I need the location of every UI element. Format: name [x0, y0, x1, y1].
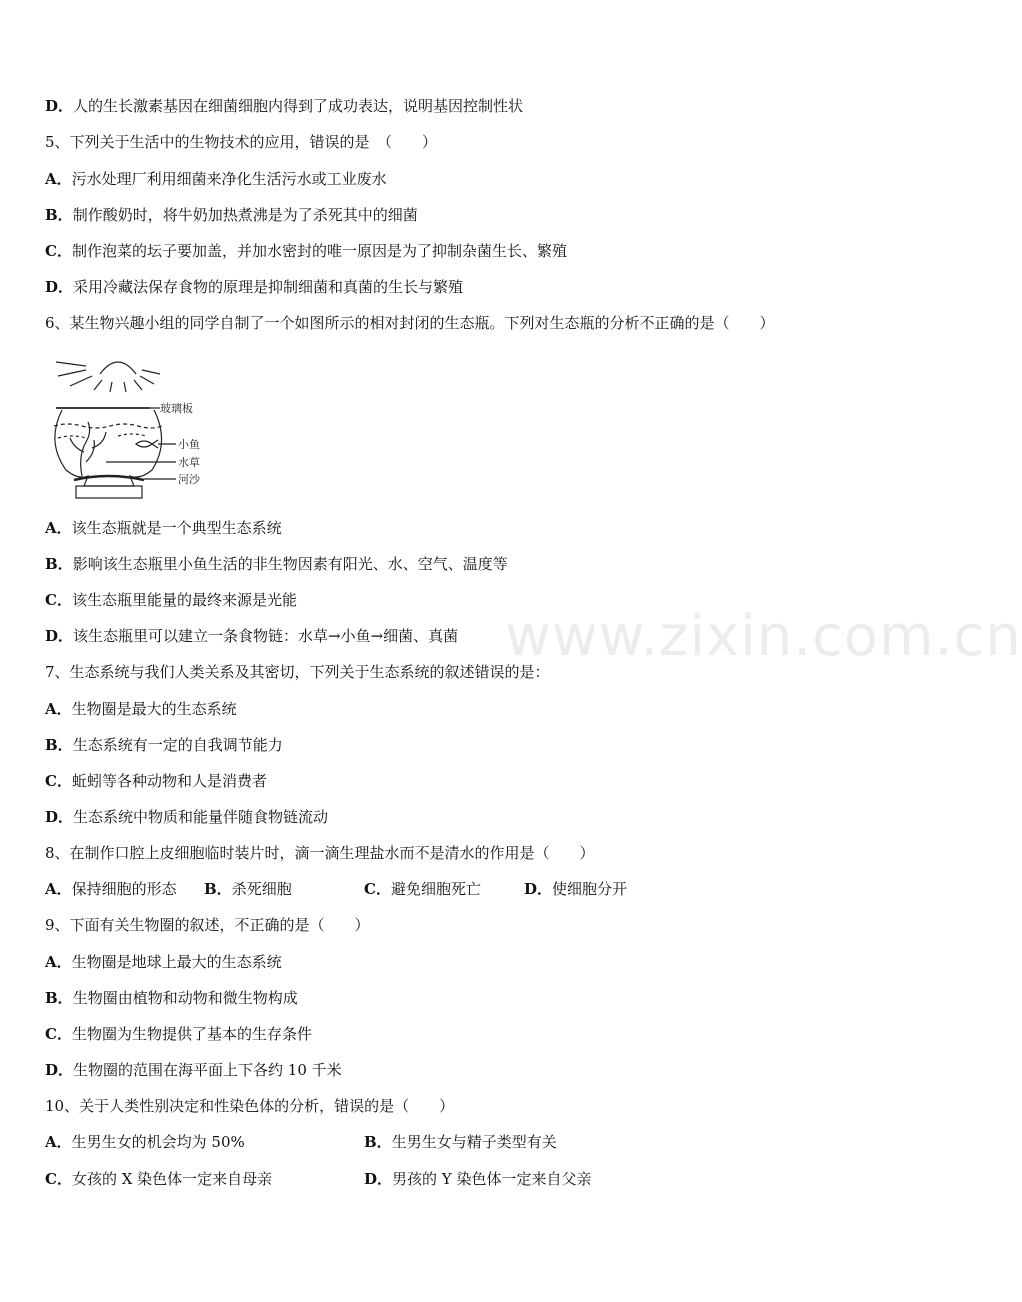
ecosystem-bottle-figure: [48, 352, 218, 504]
q5-option-c: C．制作泡菜的坛子要加盖，并加水密封的唯一原因是为了抑制杂菌生长、繁殖: [45, 242, 567, 260]
q7-option-d: D．生态系统中物质和能量伴随食物链流动: [45, 808, 329, 826]
q7-option-c: C．蚯蚓等各种动物和人是消费者: [45, 772, 267, 790]
fish-icon: [136, 441, 152, 447]
q9-option-a: A．生物圈是地球上最大的生态系统: [45, 953, 282, 971]
q5-stem: 5、下列关于生活中的生物技术的应用，错误的是 （ ）: [45, 133, 438, 151]
q6-option-d: D．该生态瓶里可以建立一条食物链：水草→小鱼→细菌、真菌: [45, 627, 459, 645]
label-fish: 小鱼: [178, 438, 200, 451]
q6-option-a: A．该生态瓶就是一个典型生态系统: [45, 519, 282, 537]
q10-option-a: A．生男生女的机会均为 50%: [45, 1133, 245, 1151]
q7-option-b: B．生态系统有一定的自我调节能力: [45, 736, 283, 754]
q6-option-c: C．该生态瓶里能量的最终来源是光能: [45, 591, 297, 609]
q9-option-d: D．生物圈的范围在海平面上下各约 10 千米: [45, 1061, 342, 1079]
q10-stem: 10、关于人类性别决定和性染色体的分析，错误的是（ ）: [45, 1097, 455, 1115]
q10-option-c: C．女孩的 X 染色体一定来自母亲: [45, 1170, 273, 1188]
q9-stem: 9、下面有关生物圈的叙述，不正确的是（ ）: [45, 916, 370, 934]
q8-option-a: A．保持细胞的形态: [45, 880, 177, 898]
q5-option-d: D．采用冷藏法保存食物的原理是抑制细菌和真菌的生长与繁殖: [45, 278, 464, 296]
label-water-grass: 水草: [178, 456, 200, 469]
watermark: www.zixin.com.cn: [505, 604, 1022, 669]
q6-stem: 6、某生物兴趣小组的同学自制了一个如图所示的相对封闭的生态瓶。下列对生态瓶的分析不正确的是（ ）: [45, 314, 775, 332]
q9-option-b: B．生物圈由植物和动物和微生物构成: [45, 989, 298, 1007]
q5-option-a: A．污水处理厂利用细菌来净化生活污水或工业废水: [45, 170, 387, 188]
label-river-sand: 河沙: [178, 473, 200, 486]
q10-option-b: B．生男生女与精子类型有关: [364, 1133, 557, 1151]
q6-option-b: B．影响该生态瓶里小鱼生活的非生物因素有阳光、水、空气、温度等: [45, 555, 508, 573]
q9-option-c: C．生物圈为生物提供了基本的生存条件: [45, 1025, 312, 1043]
q7-stem: 7、生态系统与我们人类关系及其密切，下列关于生态系统的叙述错误的是：: [45, 663, 550, 681]
q7-option-a: A．生物圈是最大的生态系统: [45, 700, 237, 718]
label-glass-plate: 玻璃板: [160, 402, 193, 415]
q8-option-c: C．避免细胞死亡: [364, 880, 481, 898]
sun-icon: [100, 362, 136, 374]
q8-option-d: D．使细胞分开: [524, 880, 628, 898]
q8-stem: 8、在制作口腔上皮细胞临时装片时，滴一滴生理盐水而不是清水的作用是（ ）: [45, 844, 595, 862]
q4-option-d: D．人的生长激素基因在细菌细胞内得到了成功表达，说明基因控制性状: [45, 97, 524, 115]
q8-option-b: B．杀死细胞: [204, 880, 292, 898]
q10-option-d: D．男孩的 Y 染色体一定来自父亲: [364, 1170, 592, 1188]
q5-option-b: B．制作酸奶时，将牛奶加热煮沸是为了杀死其中的细菌: [45, 206, 418, 224]
